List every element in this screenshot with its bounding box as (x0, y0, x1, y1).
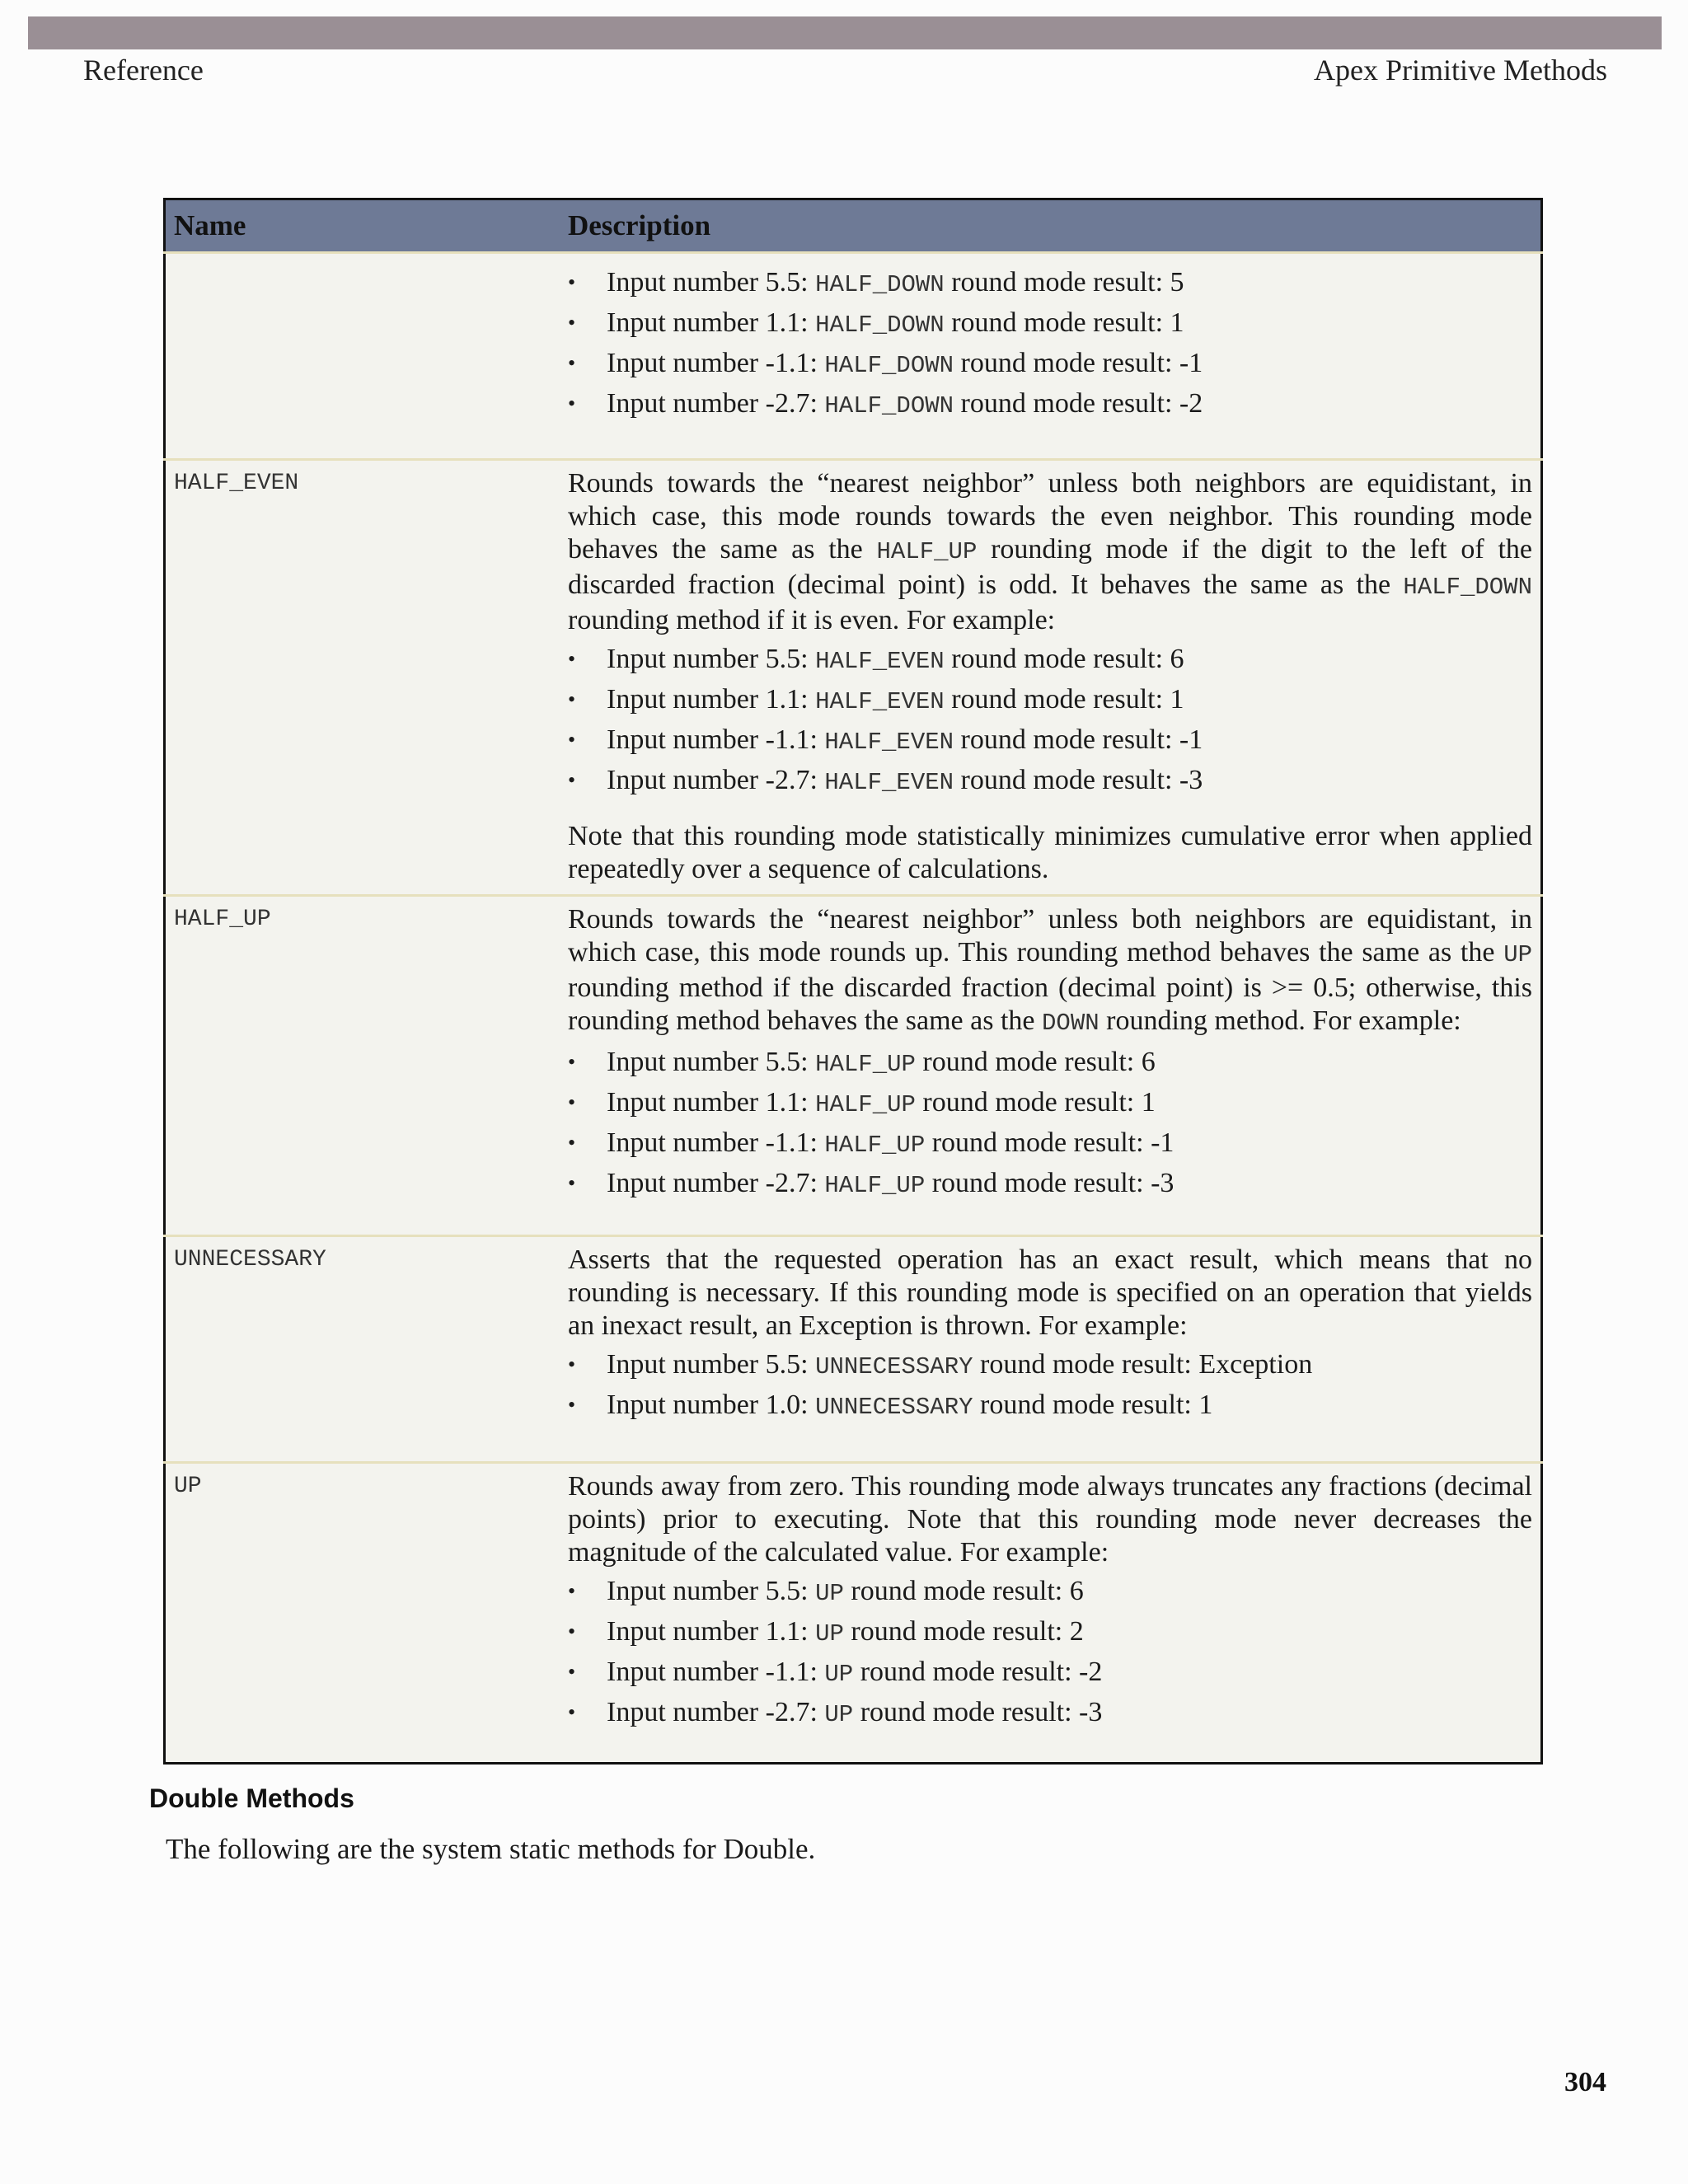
example-result: round mode result: 1 (915, 1087, 1156, 1118)
example-text: Input number 1.1: (607, 684, 816, 715)
example-text: Input number 5.5: (607, 1349, 816, 1380)
mode-name-cell: UP (165, 1463, 569, 1764)
description-text: Rounds away from zero. This rounding mode always truncates any fractions (decimal points) prior to executing. Note that this rounding mode never decreases the magnitude of the calculated value. For example: (568, 1471, 1532, 1568)
example-text: Input number 1.1: (607, 1087, 816, 1118)
running-header-right: Apex Primitive Methods (1314, 54, 1607, 87)
example-text: Input number -1.1: (607, 1657, 825, 1687)
code-term: HALF_UP (824, 1172, 926, 1199)
example-text: Input number 5.5: (607, 644, 816, 674)
code-term: HALF_DOWN (824, 392, 954, 419)
mode-name-cell: HALF_EVEN (165, 460, 569, 896)
header-bar (28, 16, 1662, 49)
code-term: UP (815, 1580, 844, 1607)
example-text: Input number -1.1: (607, 1127, 825, 1158)
example-item (568, 304, 1532, 344)
example-result: round mode result: -3 (853, 1697, 1103, 1727)
example-text: Input number 1.0: (607, 1390, 816, 1420)
example-item (568, 721, 1532, 762)
code-term: UP (1503, 941, 1532, 968)
example-item (568, 344, 1532, 385)
code-term: UP (824, 1661, 854, 1688)
example-result: round mode result: -3 (954, 765, 1203, 795)
description-cell (568, 253, 1542, 460)
table-row (165, 253, 1542, 460)
example-list (568, 1043, 1532, 1205)
example-text: Input number -2.7: (607, 1168, 825, 1198)
example-result: round mode result: -2 (954, 388, 1203, 419)
example-result: round mode result: 1 (944, 684, 1184, 715)
code-term: HALF_DOWN (824, 352, 954, 379)
code-term: UNNECESSARY (815, 1394, 973, 1421)
description-paragraph (568, 1244, 1532, 1343)
example-item (568, 1694, 1532, 1734)
description-text: rounding mode if the digit to the left of the discarded fraction (decimal point) is odd. It behaves the same as the (568, 534, 1532, 600)
example-item (568, 681, 1532, 721)
section-heading: Double Methods (149, 1783, 354, 1813)
example-result: round mode result: 2 (843, 1616, 1084, 1647)
table-row (165, 1236, 1542, 1463)
code-term: HALF_UP (876, 538, 978, 565)
example-item (568, 264, 1532, 304)
example-item (568, 385, 1532, 425)
page-number: 304 (1564, 2067, 1606, 2097)
example-item (568, 1653, 1532, 1694)
example-result: round mode result: -1 (954, 724, 1203, 755)
example-result: round mode result: -3 (925, 1168, 1175, 1198)
table-body (165, 253, 1542, 1764)
code-term: UP (824, 1701, 854, 1728)
example-item (568, 1386, 1532, 1427)
example-result: round mode result: -1 (925, 1127, 1175, 1158)
description-paragraph (568, 1470, 1532, 1569)
example-text: Input number 5.5: (607, 267, 816, 298)
example-text: Input number 1.1: (607, 307, 816, 338)
example-text: Input number 5.5: (607, 1576, 816, 1606)
code-term: UP (815, 1620, 844, 1647)
example-text: Input number -1.1: (607, 348, 825, 378)
code-term: HALF_EVEN (815, 688, 945, 715)
column-header-name: Name (165, 199, 569, 253)
description-text: Asserts that the requested operation has an exact result, which means that no rounding is necessary. If this rounding mode is specified on an operation that yields an inexact result, an Exception is thrown. For example: (568, 1244, 1532, 1341)
code-term: HALF_UP (815, 1091, 916, 1118)
example-item (568, 1084, 1532, 1124)
code-term: DOWN (1042, 1010, 1100, 1037)
example-text: Input number -2.7: (607, 388, 825, 419)
code-term: HALF_DOWN (815, 312, 945, 339)
example-item (568, 640, 1532, 681)
description-text: Rounds towards the “nearest neighbor” unless both neighbors are equidistant, in which case, this mode rounds towards the even neighbor. This rounding mode behaves the same as the (568, 468, 1532, 565)
example-result: round mode result: Exception (973, 1349, 1313, 1380)
example-result: round mode result: 6 (843, 1576, 1084, 1606)
example-item (568, 1043, 1532, 1084)
code-term: UNNECESSARY (815, 1353, 973, 1380)
section-intro: The following are the system static methods for Double. (166, 1833, 816, 1865)
table-header-row (165, 199, 1542, 253)
description-cell (568, 896, 1542, 1236)
example-list (568, 264, 1532, 425)
example-item (568, 762, 1532, 802)
code-term: HALF_EVEN (824, 769, 954, 796)
table-row (165, 896, 1542, 1236)
example-item (568, 1613, 1532, 1653)
description-text: rounding method if the discarded fraction (decimal point) is >= 0.5; otherwise, this rounding method behaves the same as the (568, 972, 1532, 1036)
example-result: round mode result: -1 (954, 348, 1203, 378)
example-result: round mode result: 5 (944, 267, 1184, 298)
example-item (568, 1572, 1532, 1613)
example-item (568, 1346, 1532, 1386)
example-list (568, 1572, 1532, 1734)
description-cell (568, 460, 1542, 896)
description-text: Rounds towards the “nearest neighbor” unless both neighbors are equidistant, in which case, this mode rounds up. This rounding method behaves the same as the (568, 904, 1532, 968)
description-cell (568, 1463, 1542, 1764)
rounding-mode-table (163, 198, 1543, 1765)
description-cell (568, 1236, 1542, 1463)
description-text: rounding method if it is even. For example: (568, 605, 1056, 635)
example-result: round mode result: 1 (944, 307, 1184, 338)
description-text: rounding method. For example: (1099, 1005, 1461, 1036)
description-paragraph (568, 467, 1532, 637)
example-text: Input number -1.1: (607, 724, 825, 755)
example-list (568, 1346, 1532, 1427)
example-text: Input number 1.1: (607, 1616, 816, 1647)
mode-name-cell: HALF_UP (165, 896, 569, 1236)
code-term: HALF_UP (815, 1051, 916, 1078)
table-row (165, 1463, 1542, 1764)
example-item (568, 1165, 1532, 1205)
code-term: HALF_UP (824, 1132, 926, 1159)
code-term: HALF_EVEN (815, 648, 945, 675)
description-paragraph (568, 903, 1532, 1040)
example-list (568, 640, 1532, 802)
table-row (165, 460, 1542, 896)
column-header-description: Description (568, 199, 1542, 253)
description-note: Note that this rounding mode statistically minimizes cumulative error when applied repeatedly over a sequence of calculations. (568, 821, 1532, 884)
example-text: Input number 5.5: (607, 1047, 816, 1077)
example-result: round mode result: 1 (973, 1390, 1213, 1420)
mode-name-cell: UNNECESSARY (165, 1236, 569, 1463)
running-header-left: Reference (83, 54, 204, 87)
example-text: Input number -2.7: (607, 765, 825, 795)
mode-name-cell (165, 253, 569, 460)
example-text: Input number -2.7: (607, 1697, 825, 1727)
code-term: HALF_EVEN (824, 729, 954, 756)
example-result: round mode result: 6 (915, 1047, 1156, 1077)
code-term: HALF_DOWN (1403, 574, 1532, 601)
example-result: round mode result: -2 (853, 1657, 1103, 1687)
example-result: round mode result: 6 (944, 644, 1184, 674)
code-term: HALF_DOWN (815, 271, 945, 298)
example-item (568, 1124, 1532, 1165)
